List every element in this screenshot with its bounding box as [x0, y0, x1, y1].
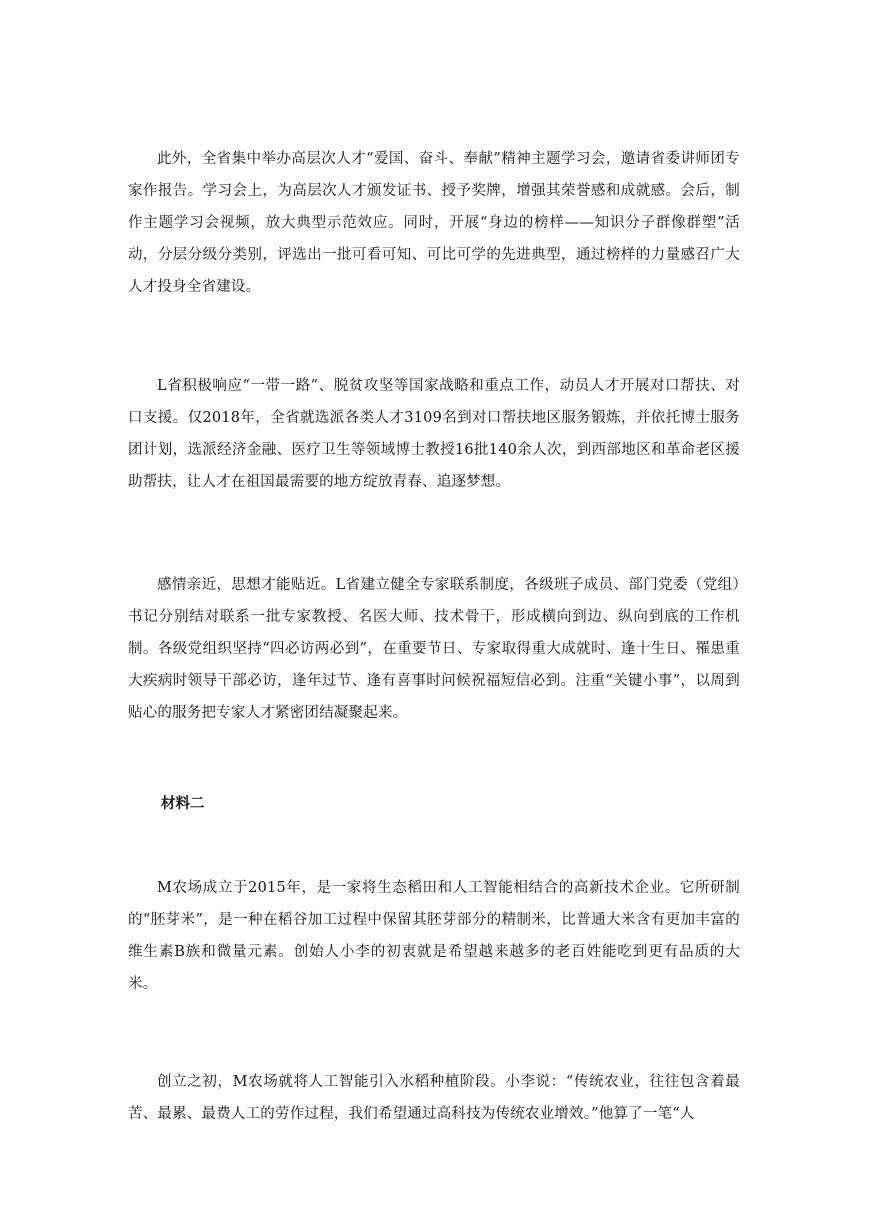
paragraph-belt-and-road-support: L省积极响应“一带一路”、脱贫攻坚等国家战略和重点工作，动员人才开展对口帮扶、对口支援。仅2018年，全省就选派各类人才3109名到对口帮扶地区服务锻炼，并依托博士服务团计划，选派经济金融、医疗卫生等领域博士教授16批140余人次，到西部地区和革命老区援助帮扶，让人才在祖国最需要的地方绽放青春、追逐梦想。 — [128, 378, 740, 490]
paragraph-expert-contact-system: 感情亲近，思想才能贴近。L省建立健全专家联系制度，各级班子成员、部门党委（党组）书记分别结对联系一批专家教授、名医大师、技术骨干，形成横向到边、纵向到底的工作机制。各级党组织坚持“四必访两必到”，在重要节日、专家取得重大成就时、逢十生日、罹患重大疾病时领导干部必访，逢年过节、逢有喜事时问候祝福短信必到。注重“关键小事”，以周到贴心的服务把专家人才紧密团结凝聚起来。 — [128, 577, 740, 721]
paragraph-m-farm-ai: 创立之初，M农场就将人工智能引入水稻种植阶段。小李说：“传统农业，往往包含着最苦、最累、最费人工的劳作过程，我们希望通过高科技为传统农业增效。”他算了一笔“人 — [128, 1074, 740, 1122]
paragraph-m-farm-intro: M农场成立于2015年，是一家将生态稻田和人工智能相结合的高新技术企业。它所研制的“胚芽米”，是一种在稻谷加工过程中保留其胚芽部分的精制米，比普通大米含有更加丰富的维生素B族和微量元素。创始人小李的初衷就是希望越来越多的老百姓能吃到更有品质的大米。 — [128, 880, 740, 992]
section-heading-material-two: 材料二 — [161, 796, 205, 812]
paragraph-talent-study-session: 此外，全省集中举办高层次人才“爱国、奋斗、奉献”精神主题学习会，邀请省委讲师团专家作报告。学习会上，为高层次人才颁发证书、授予奖牌，增强其荣誉感和成就感。会后，制作主题学习会视频，放大典型示范效应。同时，开展“身边的榜样——知识分子群像群塑”活动，分层分级分类别，评选出一批可看可知、可比可学的先进典型，通过榜样的力量感召广大人才投身全省建设。 — [128, 151, 740, 295]
